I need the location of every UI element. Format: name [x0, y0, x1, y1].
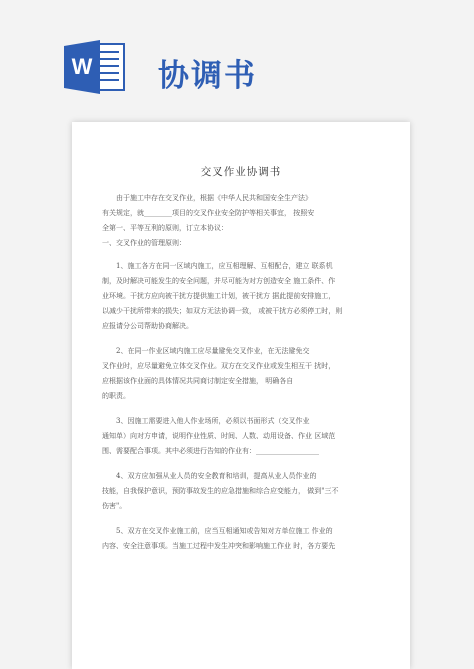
- document-line: 全第一、平等互利的原则，订立本协议：: [102, 224, 228, 232]
- logo-letter: W: [71, 54, 93, 79]
- document-line: 3、因施工需要进入他人作业场所，必须以书面形式（交叉作业: [116, 417, 310, 425]
- page-header: [0, 0, 474, 115]
- document-line: 4、双方应加强从业人员的安全教育和培训，提高从业人员作业的: [116, 472, 317, 480]
- document-line: 围、需要配合事项。其中必须进行告知的作业有：__________________: [102, 447, 319, 455]
- document-title: 交叉作业协调书: [200, 166, 282, 178]
- document-line: 2、在同一作业区域内施工应尽量避免交叉作业，在无法避免交: [116, 347, 310, 355]
- document-line: 以减少干扰所带来的损失；如双方无法协调一致， 或被干扰方必须停工时，则: [102, 307, 343, 315]
- document-line: 有关规定，就________项目的交叉作业安全防护等相关事宜， 按照安: [102, 209, 315, 217]
- document-line: 伤害"。: [102, 502, 127, 510]
- document-line: 一、交叉作业的管理原则：: [102, 239, 186, 247]
- document-line: 由于施工中存在交叉作业，根据《中华人民共和国安全生产法》: [116, 194, 312, 202]
- document-line: 应报请分公司帮助协商解决。: [102, 322, 193, 330]
- document-line: 5、双方在交叉作业施工前，应当互相通知或告知对方单位施工 作业的: [116, 527, 333, 535]
- document-line: 叉作业时，应尽量避免立体交叉作业。双方在交叉作业或发生相互干 扰时，: [102, 362, 336, 370]
- document-line: 通知单）向对方申请，说明作业性质、时间、人数、动用设备、作业 区域范: [102, 432, 336, 440]
- document-line: 技能，自我保护意识，预防事故发生的应急措施和综合应变能力， 做到"三不: [102, 487, 339, 495]
- document-line: 内容、安全注意事项。当施工过程中发生冲突和影响施工作业 时，各方要先: [102, 542, 336, 550]
- document-line: 业环境。干扰方应向被干扰方提供施工计划，被干扰方 据此提前安排施工，: [102, 292, 336, 300]
- document-line: 的职责。: [102, 392, 130, 400]
- document-line: 应根据该作业面的具体情况共同商讨制定安全措施， 明确各自: [102, 377, 294, 385]
- header-title: 协调书: [158, 58, 257, 94]
- document-line: 1、施工各方在同一区域内施工，应互相理解、互相配合，建立 联系机: [116, 262, 333, 270]
- document-line: 制，及时解决可能发生的安全问题，并尽可能为对方创造安全 施工条件、作: [102, 277, 336, 285]
- word-document-icon: [64, 38, 126, 96]
- document-page: [72, 122, 410, 669]
